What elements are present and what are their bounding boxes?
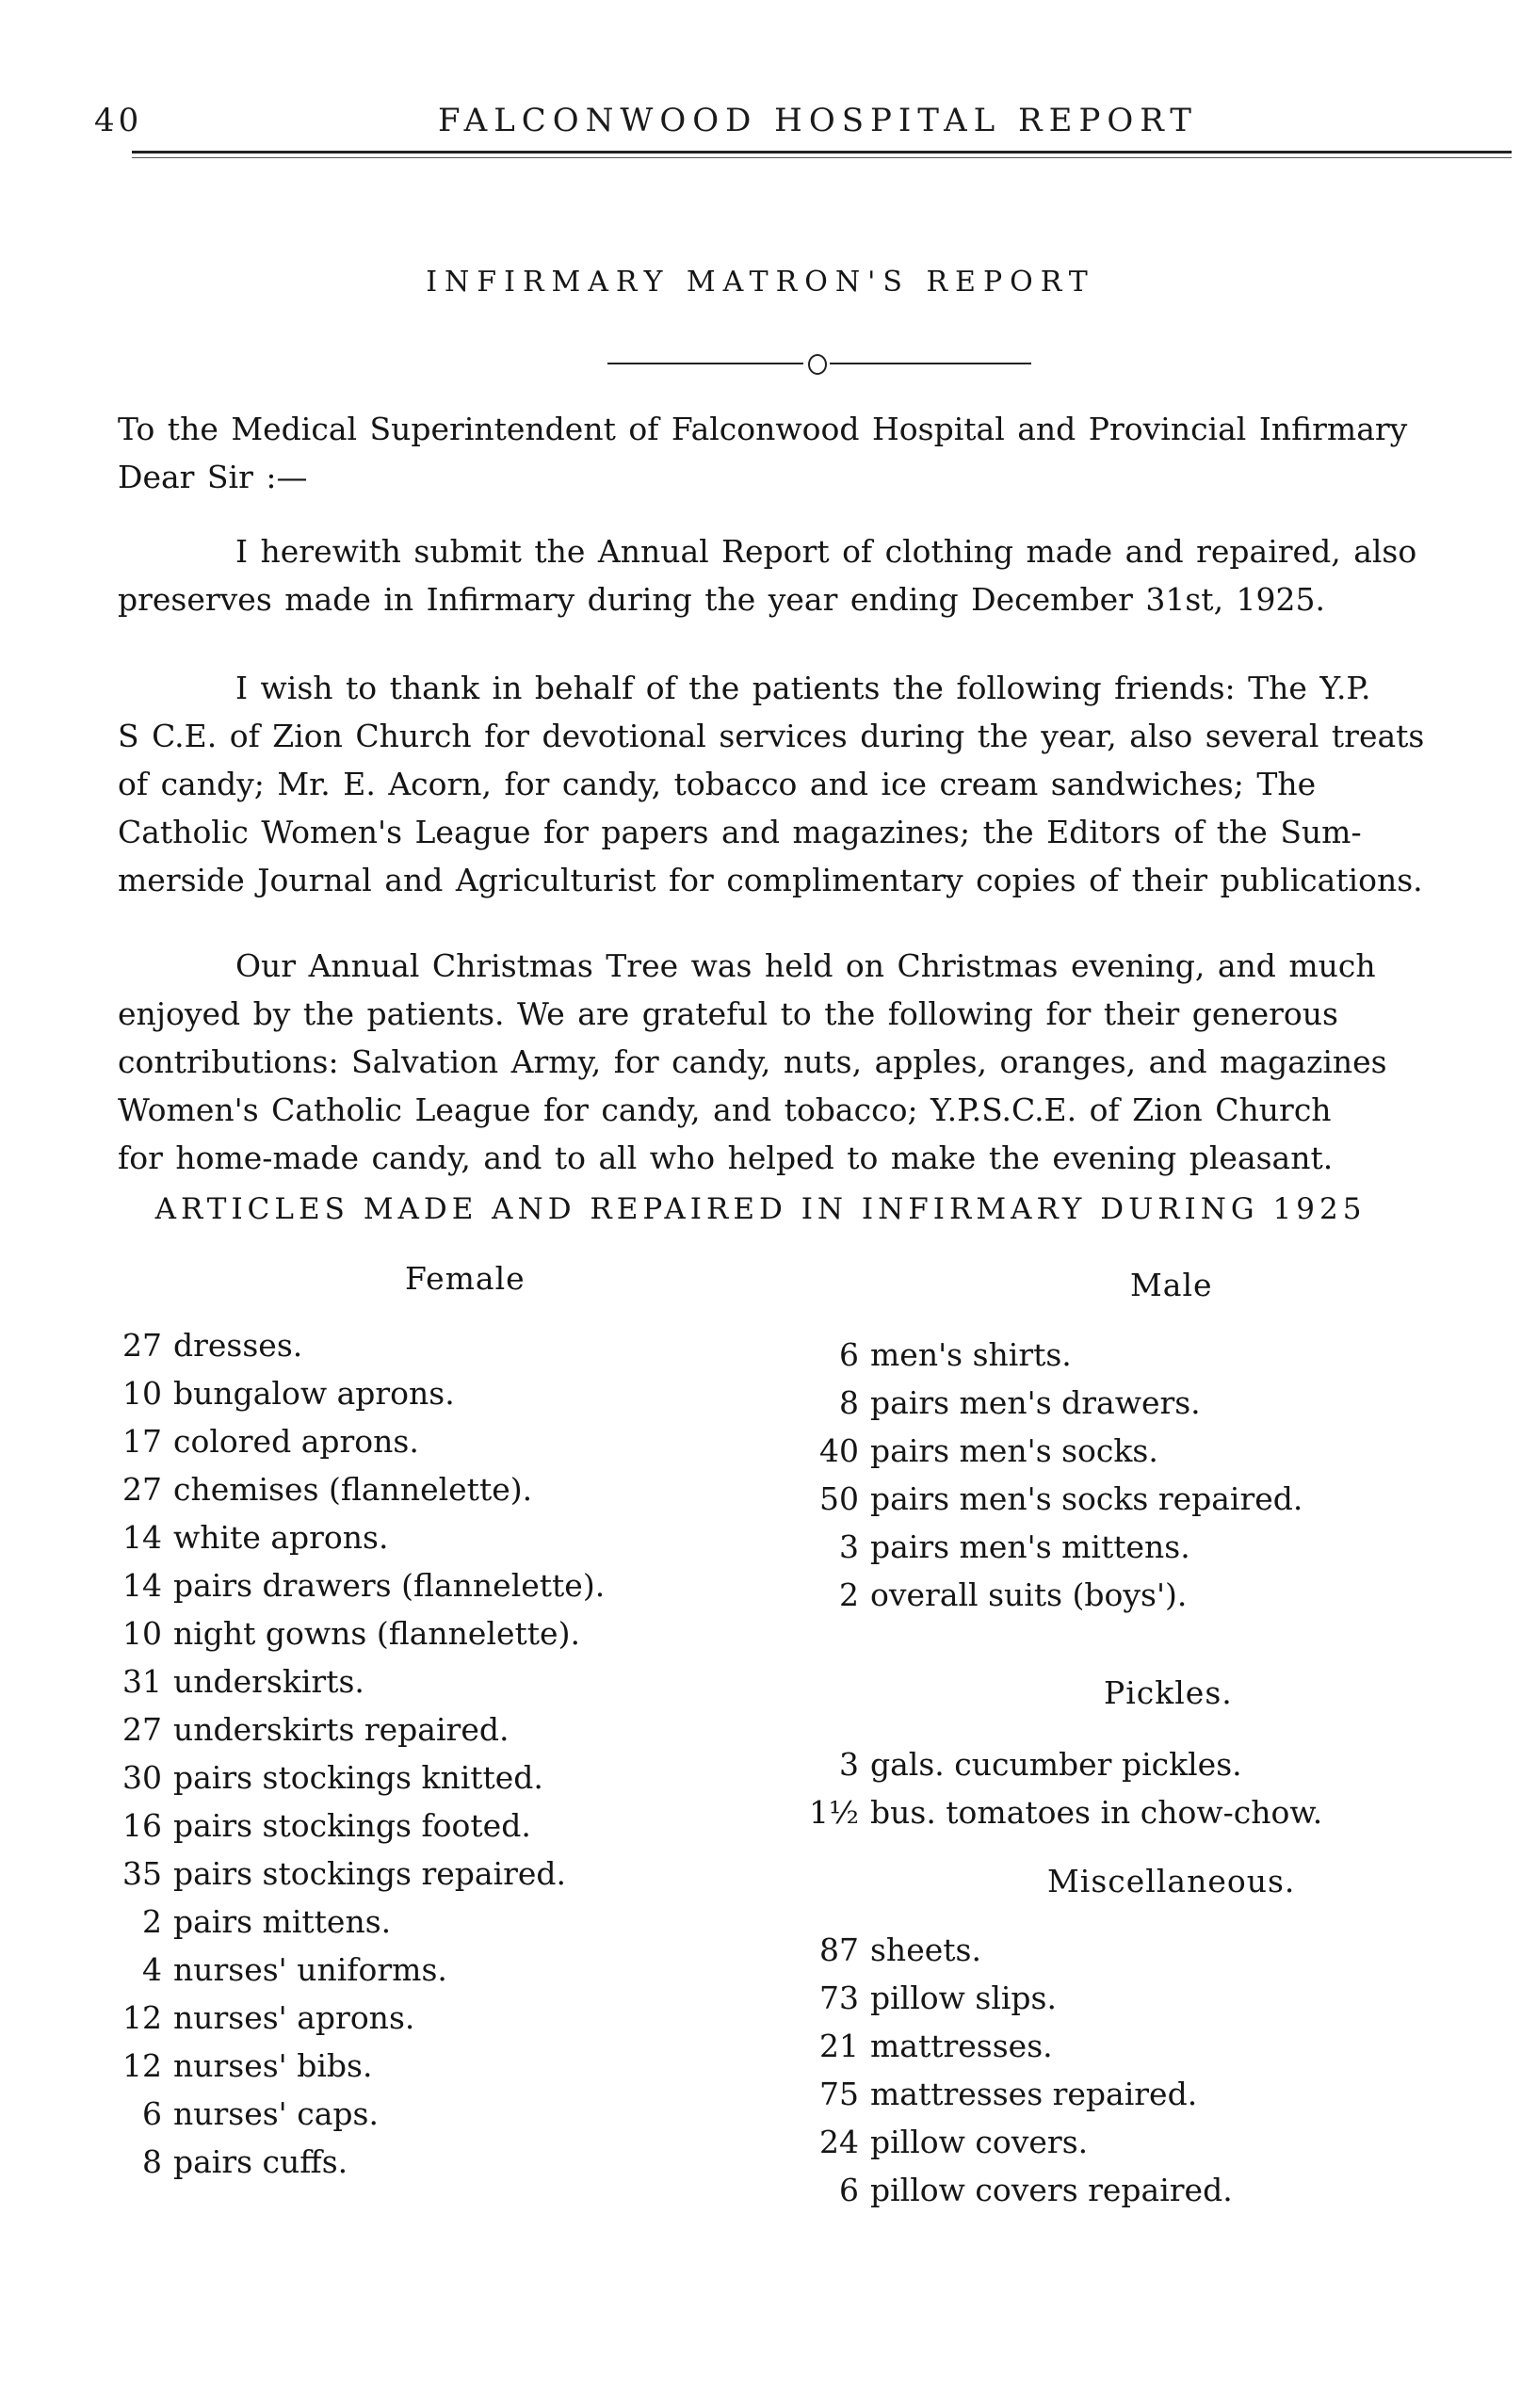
item-quantity: 14 xyxy=(122,1519,162,1556)
item-quantity: 21 xyxy=(819,2028,859,2064)
list-item xyxy=(104,1946,605,1994)
item-quantity: 16 xyxy=(122,1807,162,1844)
ornament-right-line xyxy=(830,363,1031,364)
paragraph-line: for home-made candy, and to all who helped to make the evening pleasant. xyxy=(118,1139,1334,1176)
item-quantity: 30 xyxy=(122,1759,162,1796)
salutation-address: To the Medical Superintendent of Falconwood Hospital and Provincial Infirmary xyxy=(118,411,1408,447)
item-quantity: 17 xyxy=(122,1423,162,1460)
item-quantity: 27 xyxy=(122,1471,162,1508)
item-description: dresses. xyxy=(173,1327,303,1364)
item-description: pairs men's drawers. xyxy=(870,1384,1201,1421)
list-item xyxy=(801,1571,1303,1619)
item-description: white aprons. xyxy=(173,1519,389,1556)
item-quantity: 2 xyxy=(839,1576,859,1613)
list-item xyxy=(104,1753,605,1802)
paragraph-thanks xyxy=(118,664,1521,904)
item-description: chemises (flannelette). xyxy=(173,1471,533,1508)
ornament-left-line xyxy=(607,363,803,364)
paragraph-christmas xyxy=(118,942,1521,1182)
item-description: underskirts. xyxy=(173,1663,364,1700)
paragraph-line: I wish to thank in behalf of the patients the following friends: The Y.P. xyxy=(235,670,1371,706)
report-title: INFIRMARY MATRON'S REPORT xyxy=(426,266,1095,299)
list-item xyxy=(104,1321,605,1369)
paragraph-line: S C.E. of Zion Church for devotional services during the year, also several treats xyxy=(118,718,1425,754)
list-item xyxy=(801,1331,1303,1379)
list-item xyxy=(801,1379,1303,1427)
miscellaneous-heading: Miscellaneous. xyxy=(1047,1863,1296,1899)
item-quantity: 1½ xyxy=(809,1794,859,1831)
list-item xyxy=(801,2118,1233,2166)
header-rule xyxy=(132,151,1512,154)
item-quantity: 10 xyxy=(122,1375,162,1412)
list-item xyxy=(104,1705,605,1753)
paragraph-line: contributions: Salvation Army, for candy, nuts, apples, oranges, and magazines xyxy=(118,1043,1387,1080)
item-quantity: 6 xyxy=(839,1336,859,1373)
paragraph-annual-report xyxy=(118,527,1521,623)
miscellaneous-list xyxy=(801,1926,1233,2214)
item-description: mattresses. xyxy=(870,2028,1053,2064)
item-quantity: 8 xyxy=(839,1384,859,1421)
item-description: gals. cucumber pickles. xyxy=(870,1746,1242,1783)
item-description: bungalow aprons. xyxy=(173,1375,455,1412)
item-quantity: 27 xyxy=(122,1327,162,1364)
item-quantity: 50 xyxy=(819,1480,859,1517)
item-quantity: 87 xyxy=(819,1931,859,1968)
item-description: pillow covers. xyxy=(870,2124,1089,2160)
paragraph-line: Catholic Women's League for papers and magazines; the Editors of the Sum- xyxy=(118,814,1362,850)
list-item xyxy=(801,1427,1303,1475)
running-header xyxy=(94,102,1507,145)
item-description: nurses' bibs. xyxy=(173,2047,373,2084)
title-ornament xyxy=(607,345,1031,382)
pickles-heading: Pickles. xyxy=(1104,1674,1233,1711)
list-item xyxy=(801,1788,1322,1836)
item-quantity: 40 xyxy=(819,1432,859,1469)
item-description: overall suits (boys'). xyxy=(870,1576,1188,1613)
item-quantity: 2 xyxy=(142,1903,162,1940)
list-item xyxy=(104,1898,605,1946)
item-quantity: 6 xyxy=(839,2172,859,2208)
item-description: colored aprons. xyxy=(173,1423,419,1460)
item-description: pairs cuffs. xyxy=(173,2143,348,2180)
articles-section-title: ARTICLES MADE AND REPAIRED IN INFIRMARY DURING 1925 xyxy=(154,1192,1367,1226)
list-item xyxy=(801,2166,1233,2214)
item-description: sheets. xyxy=(870,1931,981,1968)
paragraph-line: of candy; Mr. E. Acorn, for candy, tobacco and ice cream sandwiches; The xyxy=(118,766,1317,802)
item-description: pillow slips. xyxy=(870,1980,1057,2016)
item-description: pairs stockings knitted. xyxy=(173,1759,543,1796)
item-description: nurses' aprons. xyxy=(173,1999,415,2036)
paragraph-line: I herewith submit the Annual Report of clothing made and repaired, also xyxy=(235,533,1417,570)
list-item xyxy=(801,2070,1233,2118)
item-quantity: 14 xyxy=(122,1567,162,1604)
paragraph-line: preserves made in Infirmary during the year ending December 31st, 1925. xyxy=(118,581,1326,618)
item-quantity: 8 xyxy=(142,2143,162,2180)
list-item xyxy=(104,1465,605,1513)
item-quantity: 3 xyxy=(839,1746,859,1783)
list-item xyxy=(801,1740,1322,1788)
list-item xyxy=(104,1657,605,1705)
list-item xyxy=(801,1926,1233,1974)
list-item xyxy=(801,2022,1233,2070)
header-rule-thin xyxy=(132,157,1512,158)
male-heading: Male xyxy=(1130,1267,1213,1303)
list-item xyxy=(104,1513,605,1561)
list-item xyxy=(104,1850,605,1898)
salutation xyxy=(118,405,1521,501)
item-description: underskirts repaired. xyxy=(173,1711,510,1748)
list-item xyxy=(104,1609,605,1657)
list-item xyxy=(104,1994,605,2042)
item-description: mattresses repaired. xyxy=(870,2076,1198,2112)
item-description: bus. tomatoes in chow-chow. xyxy=(870,1794,1323,1831)
list-item xyxy=(104,1802,605,1850)
item-quantity: 4 xyxy=(142,1951,162,1988)
item-description: pairs drawers (flannelette). xyxy=(173,1567,606,1604)
list-item xyxy=(104,2090,605,2138)
item-quantity: 27 xyxy=(122,1711,162,1748)
list-item xyxy=(104,2138,605,2186)
item-quantity: 35 xyxy=(122,1855,162,1892)
item-quantity: 75 xyxy=(819,2076,859,2112)
item-description: pairs stockings footed. xyxy=(173,1807,531,1844)
item-quantity: 31 xyxy=(122,1663,162,1700)
item-quantity: 12 xyxy=(122,2047,162,2084)
item-description: nurses' caps. xyxy=(173,2095,379,2132)
item-quantity: 10 xyxy=(122,1615,162,1652)
list-item xyxy=(104,2042,605,2090)
pickles-list xyxy=(801,1740,1322,1836)
list-item xyxy=(801,1475,1303,1523)
list-item xyxy=(104,1561,605,1609)
female-heading: Female xyxy=(405,1260,526,1297)
item-description: nurses' uniforms. xyxy=(173,1951,447,1988)
item-description: men's shirts. xyxy=(870,1336,1072,1373)
item-description: pairs stockings repaired. xyxy=(173,1855,567,1892)
list-item xyxy=(104,1417,605,1465)
ornament-ring-icon xyxy=(808,354,827,375)
paragraph-line: enjoyed by the patients. We are grateful to the following for their generous xyxy=(118,995,1338,1032)
item-quantity: 73 xyxy=(819,1980,859,2016)
salutation-greeting: Dear Sir :— xyxy=(118,459,308,495)
header-title: FALCONWOOD HOSPITAL REPORT xyxy=(438,102,1198,139)
list-item xyxy=(801,1523,1303,1571)
paragraph-line: merside Journal and Agriculturist for complimentary copies of their publications. xyxy=(118,862,1423,898)
item-quantity: 24 xyxy=(819,2124,859,2160)
paragraph-line: Women's Catholic League for candy, and tobacco; Y.P.S.C.E. of Zion Church xyxy=(118,1091,1332,1128)
item-description: pairs men's socks. xyxy=(870,1432,1158,1469)
list-item xyxy=(801,1974,1233,2022)
item-description: pairs men's mittens. xyxy=(870,1528,1190,1565)
item-quantity: 3 xyxy=(839,1528,859,1565)
item-description: pairs mittens. xyxy=(173,1903,392,1940)
item-description: pairs men's socks repaired. xyxy=(870,1480,1303,1517)
female-articles-list xyxy=(104,1321,605,2186)
item-description: night gowns (flannelette). xyxy=(173,1615,580,1652)
male-articles-list xyxy=(801,1331,1303,1619)
list-item xyxy=(104,1369,605,1417)
page-number: 40 xyxy=(94,102,143,139)
item-description: pillow covers repaired. xyxy=(870,2172,1233,2208)
item-quantity: 6 xyxy=(142,2095,162,2132)
paragraph-line: Our Annual Christmas Tree was held on Christmas evening, and much xyxy=(235,947,1376,984)
item-quantity: 12 xyxy=(122,1999,162,2036)
